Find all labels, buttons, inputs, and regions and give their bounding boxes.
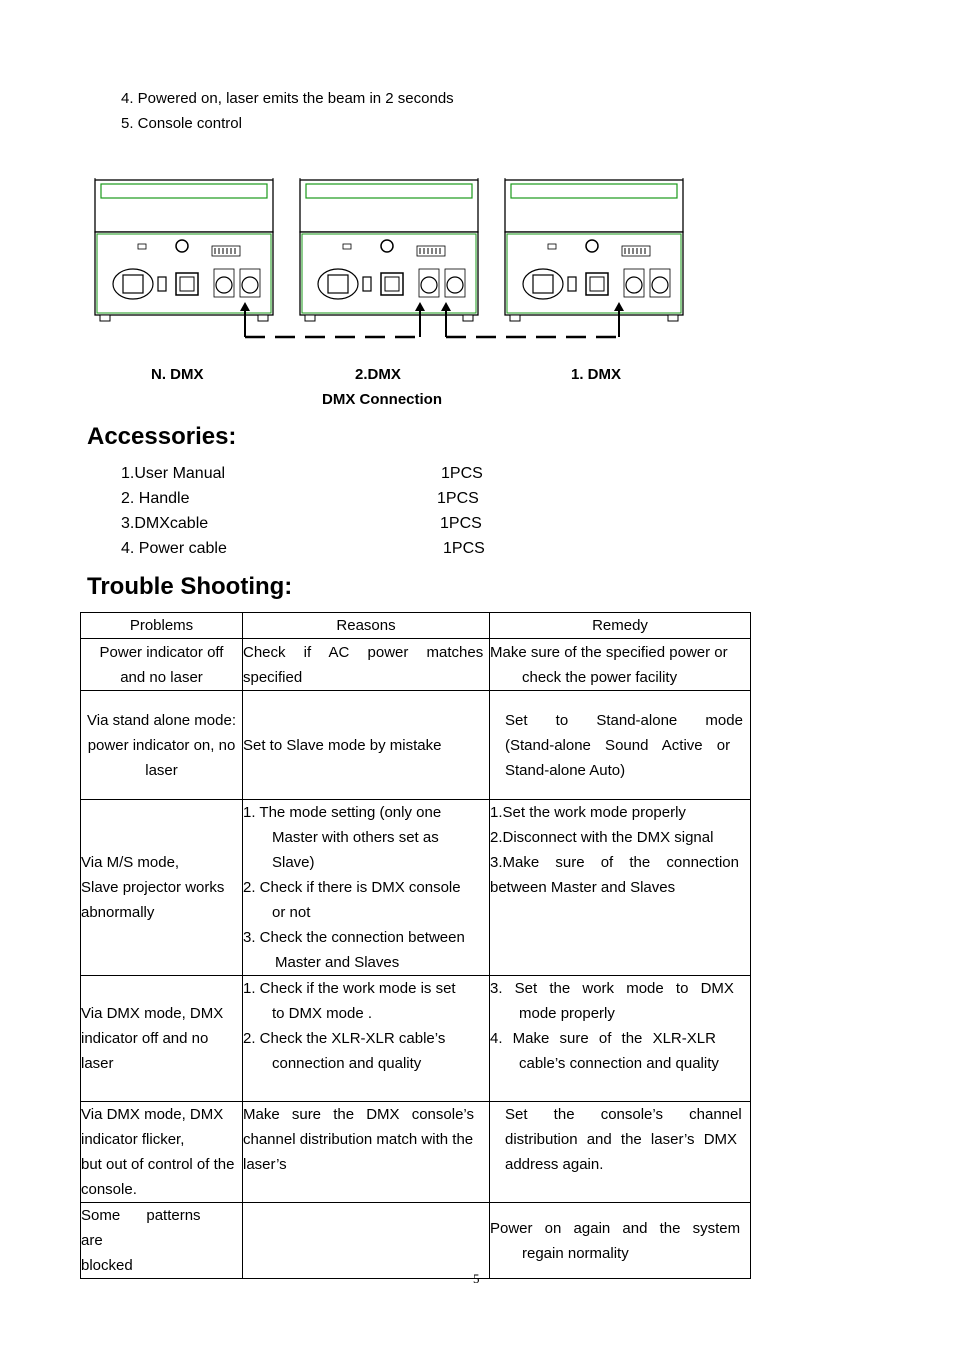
trouble-shooting-heading: Trouble Shooting: — [87, 573, 293, 600]
diagram-caption: DMX Connection — [322, 391, 442, 408]
accessories-heading: Accessories: — [87, 423, 237, 450]
accessory-name: 3.DMXcable — [121, 515, 209, 532]
page-number: 5 — [473, 1271, 480, 1286]
dmx-connection-diagram — [90, 175, 690, 350]
remedy-cell: Set the console’s channel distribution and the laser’s DMX address again. — [490, 1102, 751, 1203]
problem-cell: Via stand alone mode: power indicator on, no laser — [81, 691, 243, 800]
header-reasons: Reasons — [243, 613, 490, 639]
label-1-dmx: 1. DMX — [571, 366, 622, 383]
table-row — [81, 639, 751, 691]
accessory-qty: 1PCS — [437, 490, 479, 507]
laser-unit-3 — [505, 178, 683, 321]
remedy-cell: 1.Set the work mode properly 2.Disconnect with the DMX signal 3.Make sure of the connection between Master and Slaves — [490, 800, 751, 976]
label-n-dmx: N. DMX — [151, 366, 204, 383]
accessory-name: 2. Handle — [121, 490, 190, 507]
remedy-cell: Set to Stand-alone mode (Stand-alone Sound Active or Stand-alone Auto) — [490, 691, 751, 800]
table-row — [81, 691, 751, 800]
problem-cell: Some patterns are blocked — [81, 1203, 243, 1279]
remedy-cell: Power on again and the system regain normality — [490, 1203, 751, 1279]
accessory-qty: 1PCS — [440, 515, 482, 532]
laser-unit-2 — [300, 178, 478, 321]
accessory-name: 4. Power cable — [121, 540, 227, 557]
step-5: 5. Console control — [121, 115, 242, 132]
table-header-row — [81, 613, 751, 639]
problem-cell: Via DMX mode, DMX indicator flicker, but out of control of the console. — [81, 1102, 243, 1203]
reason-cell: Check if AC power matches specified — [243, 639, 490, 691]
reason-cell: Make sure the DMX console’s channel distribution match with the laser’s — [243, 1102, 490, 1203]
header-problems: Problems — [81, 613, 243, 639]
label-2-dmx: 2.DMX — [355, 366, 401, 383]
trouble-shooting-table — [80, 612, 751, 1279]
table-row — [81, 800, 751, 976]
problem-cell: Via DMX mode, DMX indicator off and no laser — [81, 976, 243, 1102]
accessory-qty: 1PCS — [443, 540, 485, 557]
table-row — [81, 1203, 751, 1279]
accessory-name: 1.User Manual — [121, 465, 226, 482]
reason-cell: 1. The mode setting (only one Master with others set as Slave) 2. Check if there is DMX console or not 3. Check the connection between Master and Slaves — [243, 800, 490, 976]
reason-cell: 1. Check if the work mode is set to DMX mode . 2. Check the XLR-XLR cable’s connection and quality — [243, 976, 490, 1102]
table-row — [81, 1102, 751, 1203]
problem-cell: Power indicator off and no laser — [81, 639, 243, 691]
table-row — [81, 976, 751, 1102]
laser-unit — [95, 178, 273, 321]
remedy-cell: Make sure of the specified power or check the power facility — [490, 639, 751, 691]
header-remedy: Remedy — [490, 613, 751, 639]
reason-cell: Set to Slave mode by mistake — [243, 691, 490, 800]
problem-cell: Via M/S mode, Slave projector works abnormally — [81, 800, 243, 976]
remedy-cell: 3. Set the work mode to DMX mode properly 4. Make sure of the XLR-XLR cable’s connection and quality — [490, 976, 751, 1102]
reason-cell — [243, 1203, 490, 1279]
step-4: 4. Powered on, laser emits the beam in 2 seconds — [121, 90, 454, 107]
accessory-qty: 1PCS — [441, 465, 483, 482]
